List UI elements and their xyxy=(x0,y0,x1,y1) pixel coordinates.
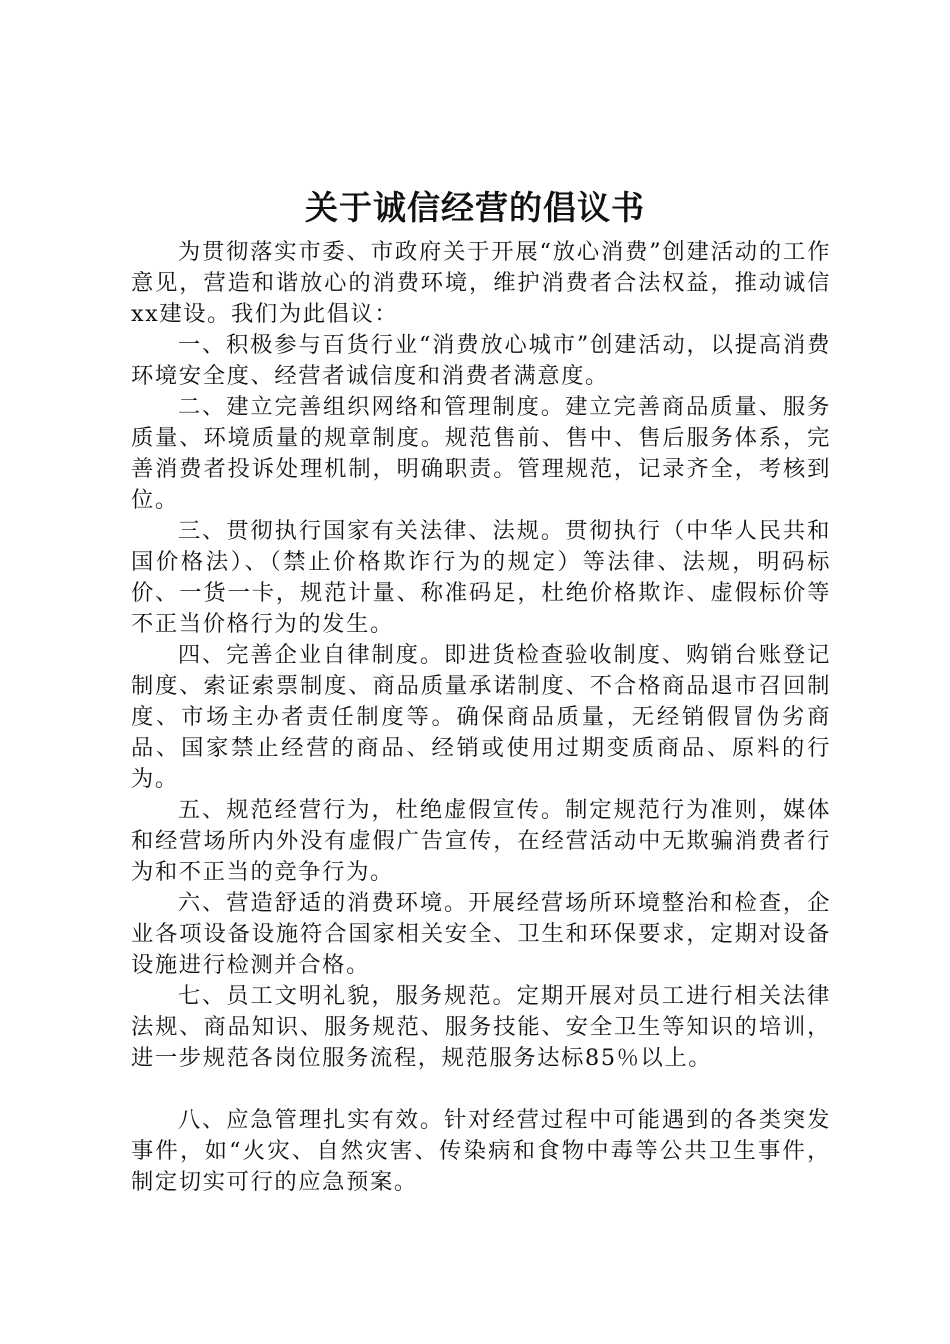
paragraph-item-7: 七、员工文明礼貌，服务规范。定期开展对员工进行相关法律法规、商品知识、服务规范、服务技能、安全卫生等知识的培训，进一步规范各岗位服务流程，规范服务达标85％以上。 xyxy=(131,983,831,1071)
paragraph-item-1: 一、积极参与百货行业“消费放心城市”创建活动，以提高消费环境安全度、经营者诚信度和消费者满意度。 xyxy=(131,332,831,389)
document-title: 关于诚信经营的倡议书 xyxy=(305,188,645,227)
paragraph-intro: 为贯彻落实市委、市政府关于开展“放心消费”创建活动的工作意见，营造和谐放心的消费环境，维护消费者合法权益，推动诚信xx建设。我们为此倡议： xyxy=(131,239,831,327)
paragraph-item-4: 四、完善企业自律制度。即进货检查验收制度、购销台账登记制度、索证索票制度、商品质量承诺制度、不合格商品退市召回制度、市场主办者责任制度等。确保商品质量，无经销假冒伪劣商品、国家禁止经营的商品、经销或使用过期变质商品、原料的行为。 xyxy=(131,642,831,792)
paragraph-item-3: 三、贯彻执行国家有关法律、法规。贯彻执行（中华人民共和国价格法）、（禁止价格欺诈行为的规定）等法律、法规，明码标价、一货一卡，规范计量、称准码足，杜绝价格欺诈、虚假标价等不正当价格行为的发生。 xyxy=(131,518,831,637)
document-body xyxy=(131,237,831,1198)
paragraph-item-6: 六、营造舒适的消费环境。开展经营场所环境整治和检查，企业各项设备设施符合国家相关安全、卫生和环保要求，定期对设备设施进行检测并合格。 xyxy=(131,890,831,978)
paragraph-item-8: 八、应急管理扎实有效。针对经营过程中可能遇到的各类突发事件，如“火灾、自然灾害、传染病和食物中毒等公共卫生事件，制定切实可行的应急预案。 xyxy=(131,1107,831,1195)
paragraph-item-5: 五、规范经营行为，杜绝虚假宣传。制定规范行为准则，媒体和经营场所内外没有虚假广告宣传，在经营活动中无欺骗消费者行为和不正当的竞争行为。 xyxy=(131,797,831,885)
paragraph-item-2: 二、建立完善组织网络和管理制度。建立完善商品质量、服务质量、环境质量的规章制度。规范售前、售中、售后服务体系，完善消费者投诉处理机制，明确职责。管理规范，记录齐全，考核到位。 xyxy=(131,394,831,513)
